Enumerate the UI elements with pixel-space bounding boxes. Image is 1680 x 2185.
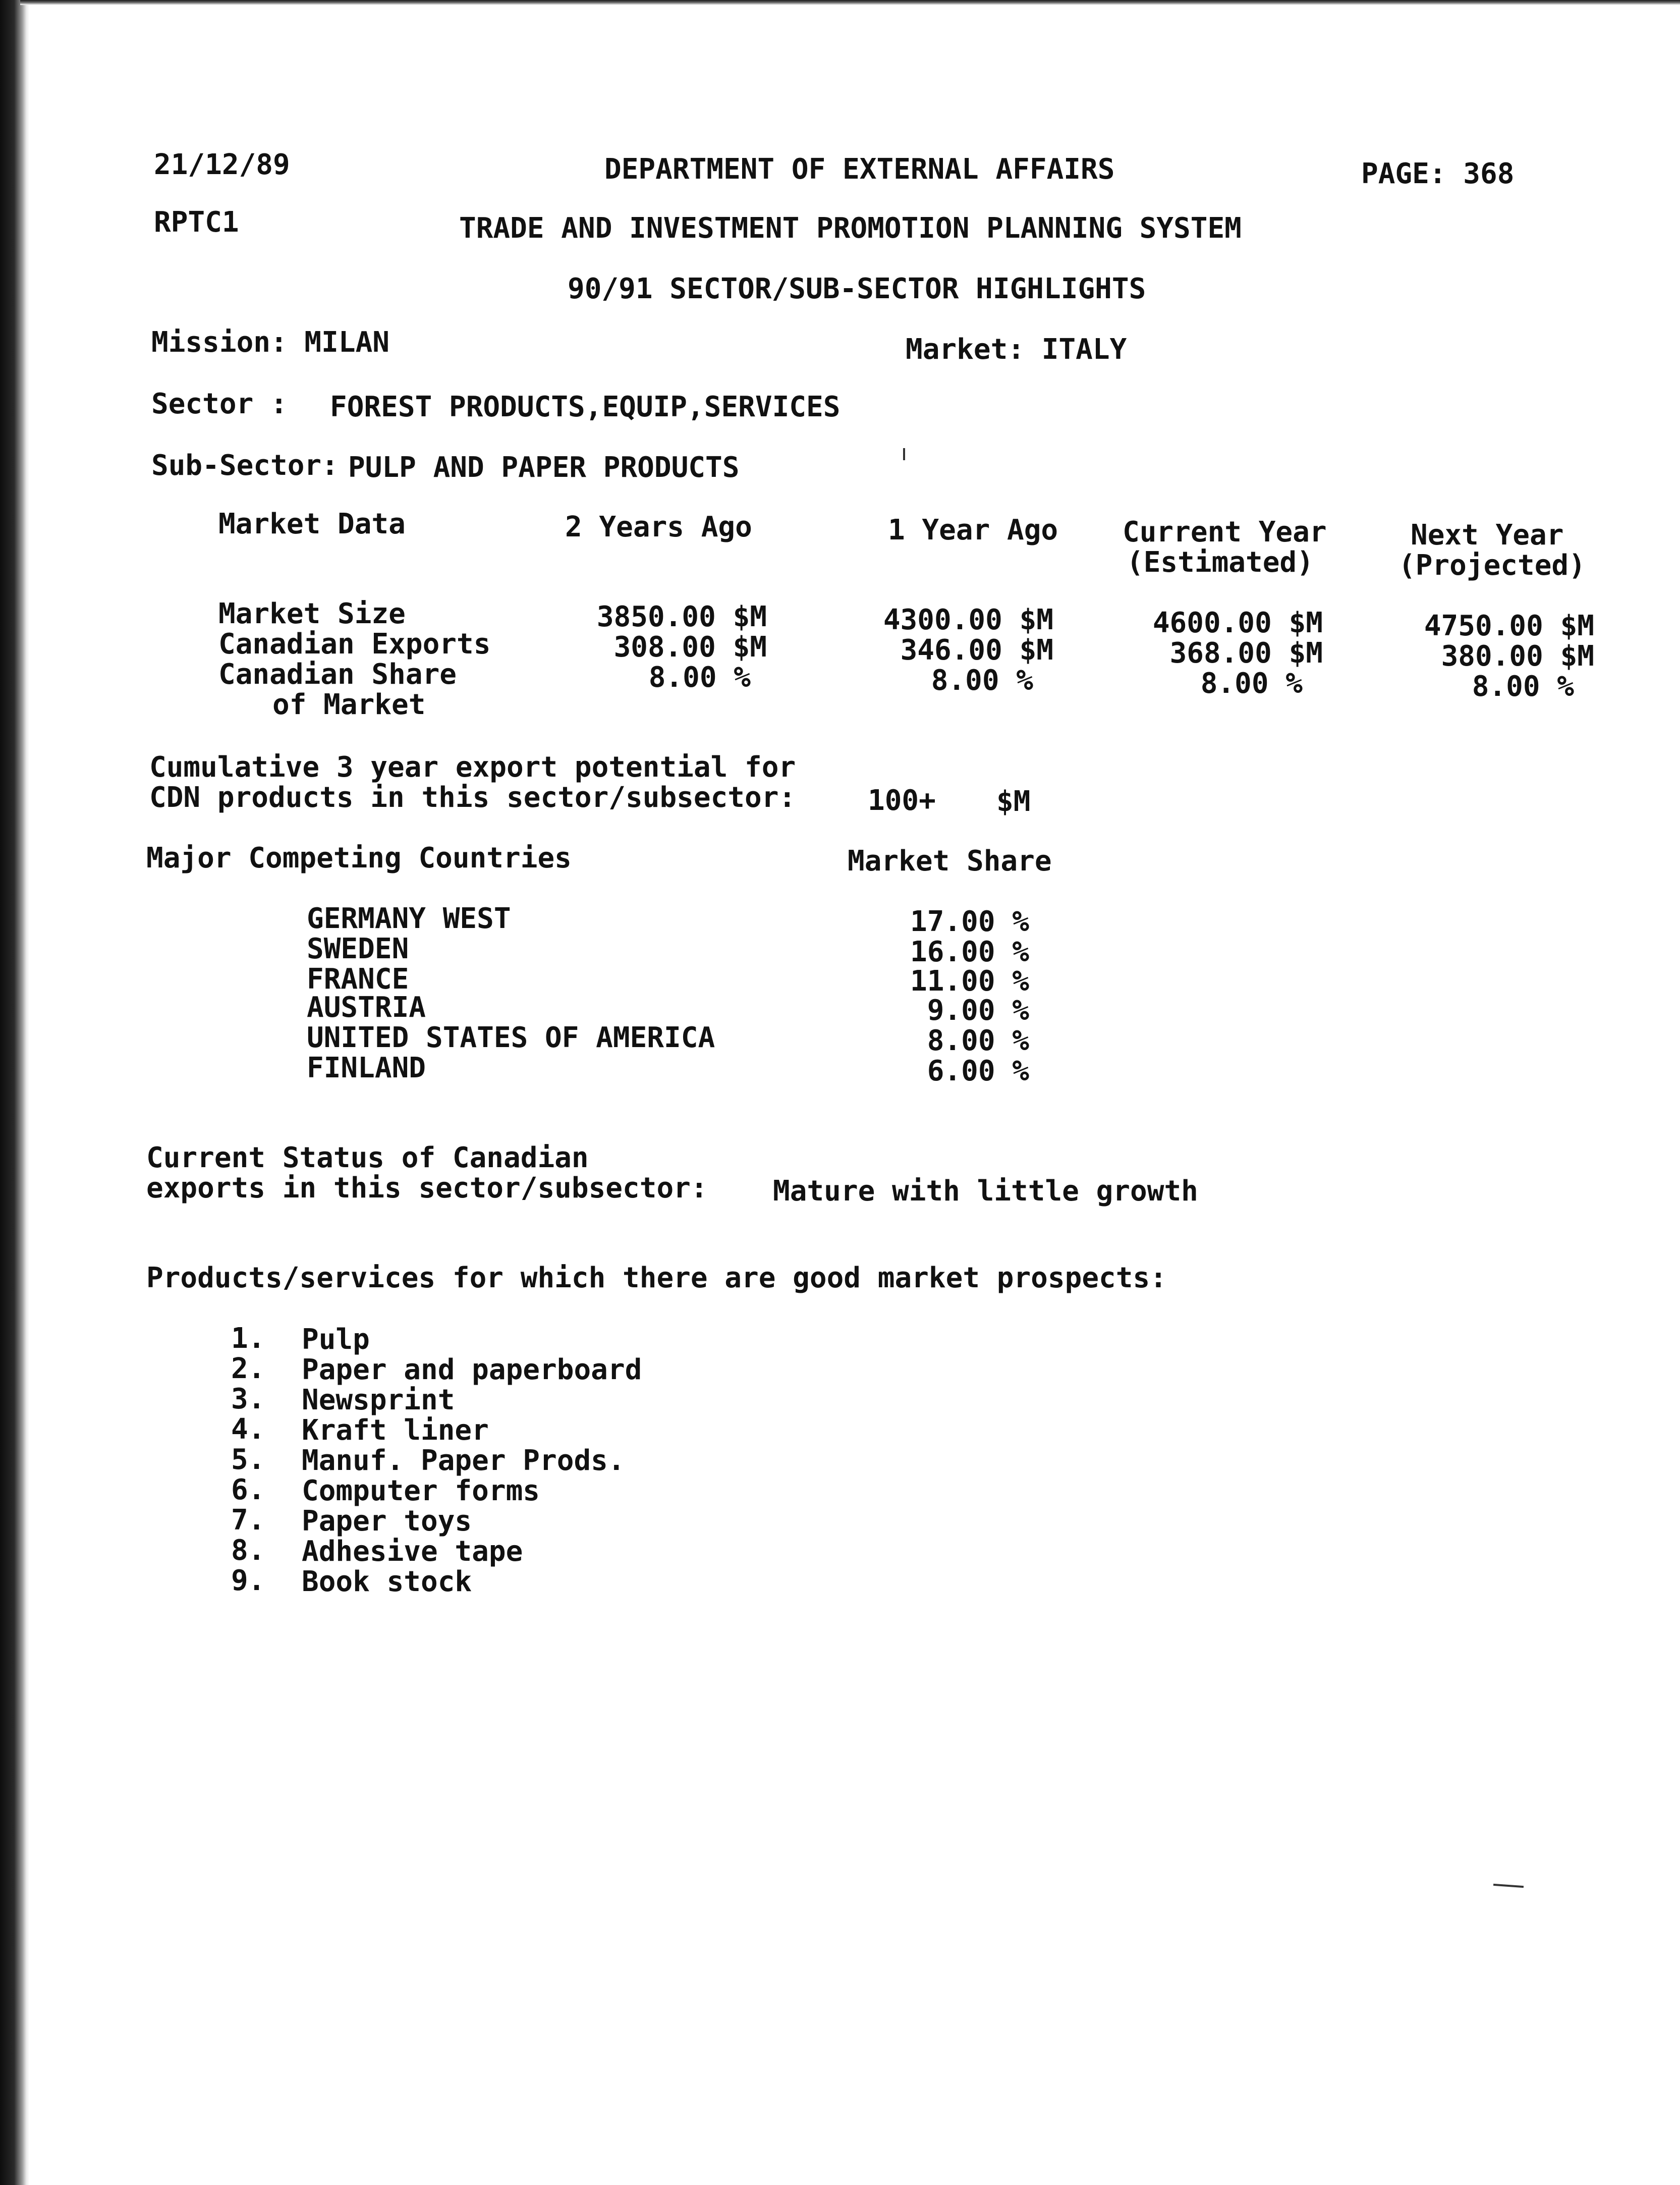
potential-value: 100+ [868, 784, 936, 817]
row-label-market-size: Market Size [218, 597, 406, 630]
prospect-item: Paper and paperboard [302, 1353, 642, 1386]
competitor-share: 17.00 % [910, 905, 1029, 938]
competitor-country: SWEDEN [307, 933, 409, 965]
prospect-number: 7. [231, 1504, 265, 1537]
table-header-next-year: Next Year [1411, 519, 1564, 552]
scan-mark [903, 448, 905, 460]
status-value: Mature with little growth [773, 1175, 1198, 1208]
potential-unit: $M [996, 785, 1031, 818]
scan-mark [1493, 1884, 1524, 1888]
competitor-share: 11.00 % [910, 965, 1029, 998]
competitor-country: FINLAND [307, 1052, 426, 1084]
prospect-item: Pulp [302, 1323, 370, 1356]
row-label-canadian-exports: Canadian Exports [218, 628, 491, 661]
market-share-heading: Market Share [848, 845, 1052, 878]
row-label-canadian-share: Canadian Share [218, 658, 457, 691]
table-header-estimated: (Estimated) [1127, 546, 1314, 579]
mission-line: Mission: MILAN [151, 326, 390, 359]
cell-share-next: 8.00 % [1472, 670, 1574, 703]
competitor-share: 8.00 % [927, 1024, 1029, 1057]
prospect-item: Kraft liner [302, 1414, 489, 1447]
prospect-number: 2. [231, 1352, 265, 1385]
competitor-share: 9.00 % [927, 994, 1029, 1027]
cell-exports-2y: 308.00 $M [613, 631, 767, 664]
cell-exports-next: 380.00 $M [1441, 640, 1594, 673]
cell-exports-1y: 346.00 $M [900, 634, 1053, 667]
cell-share-2y: 8.00 % [648, 661, 751, 694]
competitor-share: 16.00 % [910, 936, 1029, 968]
competitor-country: FRANCE [307, 963, 409, 996]
prospect-item: Book stock [302, 1565, 472, 1598]
row-label-of-market: of Market [272, 688, 426, 721]
prospect-number: 3. [231, 1383, 265, 1415]
prospect-item: Paper toys [302, 1505, 472, 1538]
cell-market-size-2y: 3850.00 $M [596, 600, 767, 633]
status-line-2: exports in this sector/subsector: [146, 1172, 708, 1205]
table-header-1-year-ago: 1 Year Ago [888, 514, 1058, 547]
page-number: PAGE: 368 [1361, 157, 1515, 190]
scan-binding-edge [0, 0, 29, 2185]
competitors-heading: Major Competing Countries [146, 842, 572, 875]
prospect-number: 6. [231, 1473, 265, 1506]
competitor-share: 6.00 % [927, 1055, 1029, 1087]
potential-line-2: CDN products in this sector/subsector: [149, 781, 796, 814]
prospect-number: 1. [231, 1322, 265, 1355]
prospects-heading: Products/services for which there are good market prospects: [146, 1262, 1167, 1294]
cell-market-size-next: 4750.00 $M [1424, 610, 1594, 642]
table-header-label: Market Data [218, 508, 406, 540]
table-header-projected: (Projected) [1398, 549, 1586, 582]
prospect-number: 5. [231, 1443, 265, 1476]
scan-top-edge [20, 0, 1680, 5]
report-subtitle: 90/91 SECTOR/SUB-SECTOR HIGHLIGHTS [568, 272, 1146, 305]
cell-market-size-current: 4600.00 $M [1152, 607, 1323, 639]
subsector-label: Sub-Sector: [151, 449, 339, 482]
prospect-item: Computer forms [302, 1474, 540, 1507]
prospect-number: 8. [231, 1534, 265, 1567]
prospect-item: Manuf. Paper Prods. [302, 1444, 625, 1477]
table-header-current-year: Current Year [1123, 516, 1327, 549]
report-date: 21/12/89 [154, 148, 290, 181]
competitor-country: AUSTRIA [307, 991, 426, 1024]
sector-label: Sector : [151, 388, 288, 420]
status-line-1: Current Status of Canadian [146, 1141, 589, 1174]
competitor-country: GERMANY WEST [307, 902, 511, 935]
system-title: TRADE AND INVESTMENT PROMOTION PLANNING SYSTEM [459, 212, 1242, 245]
competitor-country: UNITED STATES OF AMERICA [307, 1021, 715, 1054]
prospect-number: 9. [231, 1564, 265, 1597]
sector-value: FOREST PRODUCTS,EQUIP,SERVICES [330, 391, 841, 423]
prospect-number: 4. [231, 1413, 265, 1446]
cell-exports-current: 368.00 $M [1169, 637, 1323, 670]
cell-share-1y: 8.00 % [931, 664, 1033, 697]
prospect-item: Newsprint [302, 1384, 455, 1416]
report-code: RPTC1 [154, 206, 239, 239]
prospect-item: Adhesive tape [302, 1535, 523, 1568]
department-title: DEPARTMENT OF EXTERNAL AFFAIRS [604, 153, 1115, 186]
market-line: Market: ITALY [906, 333, 1127, 366]
subsector-value: PULP AND PAPER PRODUCTS [348, 451, 740, 484]
cell-market-size-1y: 4300.00 $M [883, 604, 1053, 636]
potential-line-1: Cumulative 3 year export potential for [149, 751, 796, 784]
cell-share-current: 8.00 % [1200, 667, 1303, 700]
table-header-2-years-ago: 2 Years Ago [565, 511, 752, 543]
